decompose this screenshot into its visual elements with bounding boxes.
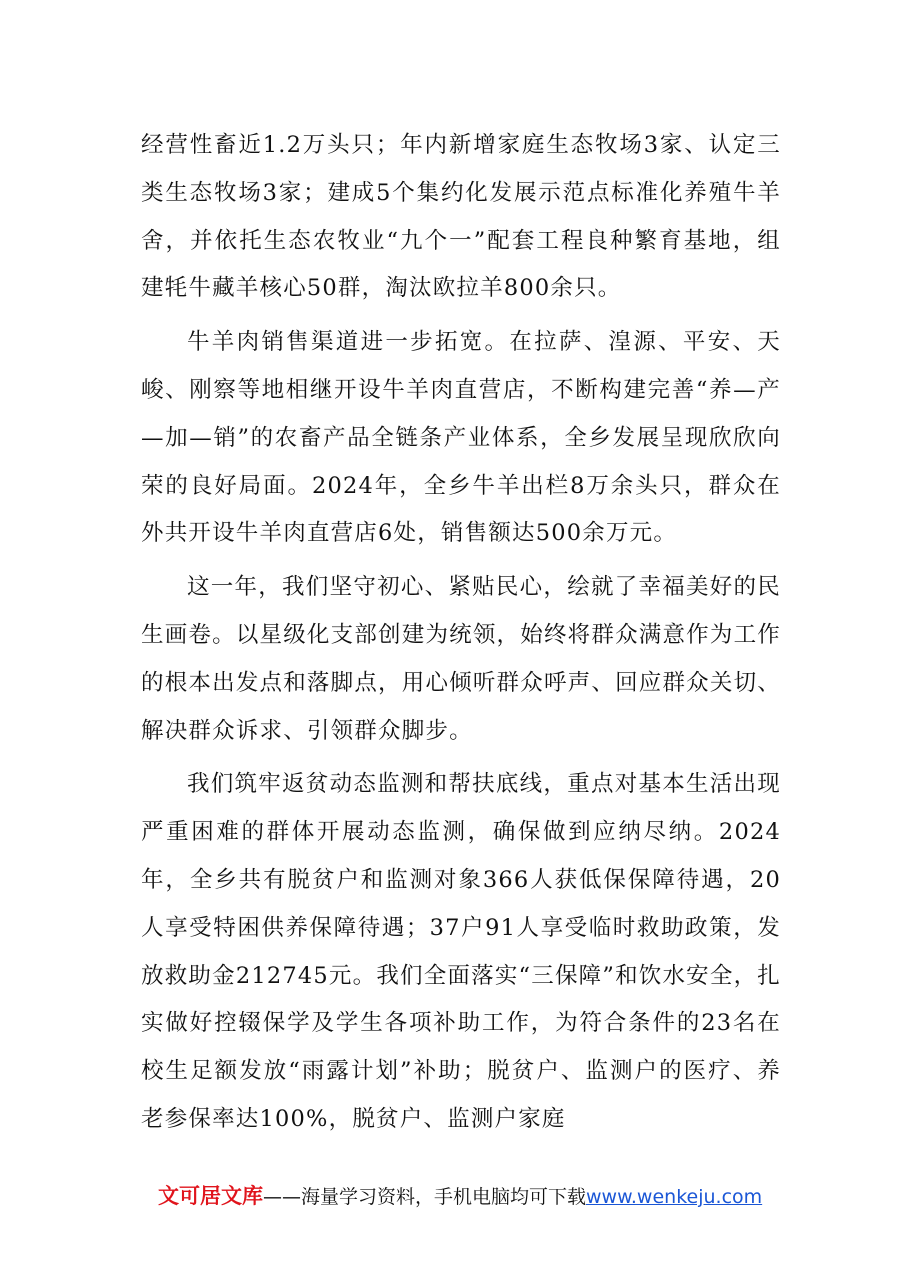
paragraph-2: 牛羊肉销售渠道进一步拓宽。在拉萨、湟源、平安、天峻、刚察等地相继开设牛羊肉直营店，不断构建完善“养—产—加—销”的农畜产品全链条产业体系，全乡发展呈现欣欣向荣的良好局面。2024年，全乡牛羊出栏8万余头只，群众在外共开设牛羊肉直营店6处，销售额达500余万元。 — [141, 329, 781, 547]
paragraph-3: 这一年，我们坚守初心、紧贴民心，绘就了幸福美好的民生画卷。以星级化支部创建为统领，始终将群众满意作为工作的根本出发点和落脚点，用心倾听群众呼声、回应群众关切、解决群众诉求、引领群众脚步。 — [141, 574, 781, 744]
watermark-footer — [158, 1180, 778, 1210]
site-link[interactable]: www.wenkeju.com — [586, 1186, 763, 1208]
document-body — [141, 122, 781, 1150]
paragraph-4: 我们筑牢返贫动态监测和帮扶底线，重点对基本生活出现严重困难的群体开展动态监测，确保做到应纳尽纳。2024年，全乡共有脱贫户和监测对象366人获低保保障待遇，20人享受特困供养保障待遇；37户91人享受临时救助政策，发放救助金212745元。我们全面落实“三保障”和饮水安全，扎实做好控辍保学及学生各项补助工作，为符合条件的23名在校生足额发放“雨露计划”补助；脱贫户、监测户的医疗、养老参保率达100%，脱贫户、监测户家庭 — [141, 771, 781, 1132]
slogan-text: ——海量学习资料，手机电脑均可下载 — [263, 1186, 587, 1208]
paragraph-1: 经营性畜近1.2万头只；年内新增家庭生态牧场3家、认定三类生态牧场3家；建成5个集约化发展示范点标准化养殖牛羊舍，并依托生态农牧业“九个一”配套工程良种繁育基地，组建牦牛藏羊核心50群，淘汰欧拉羊800余只。 — [141, 132, 781, 302]
brand-name: 文可居文库 — [158, 1184, 263, 1208]
